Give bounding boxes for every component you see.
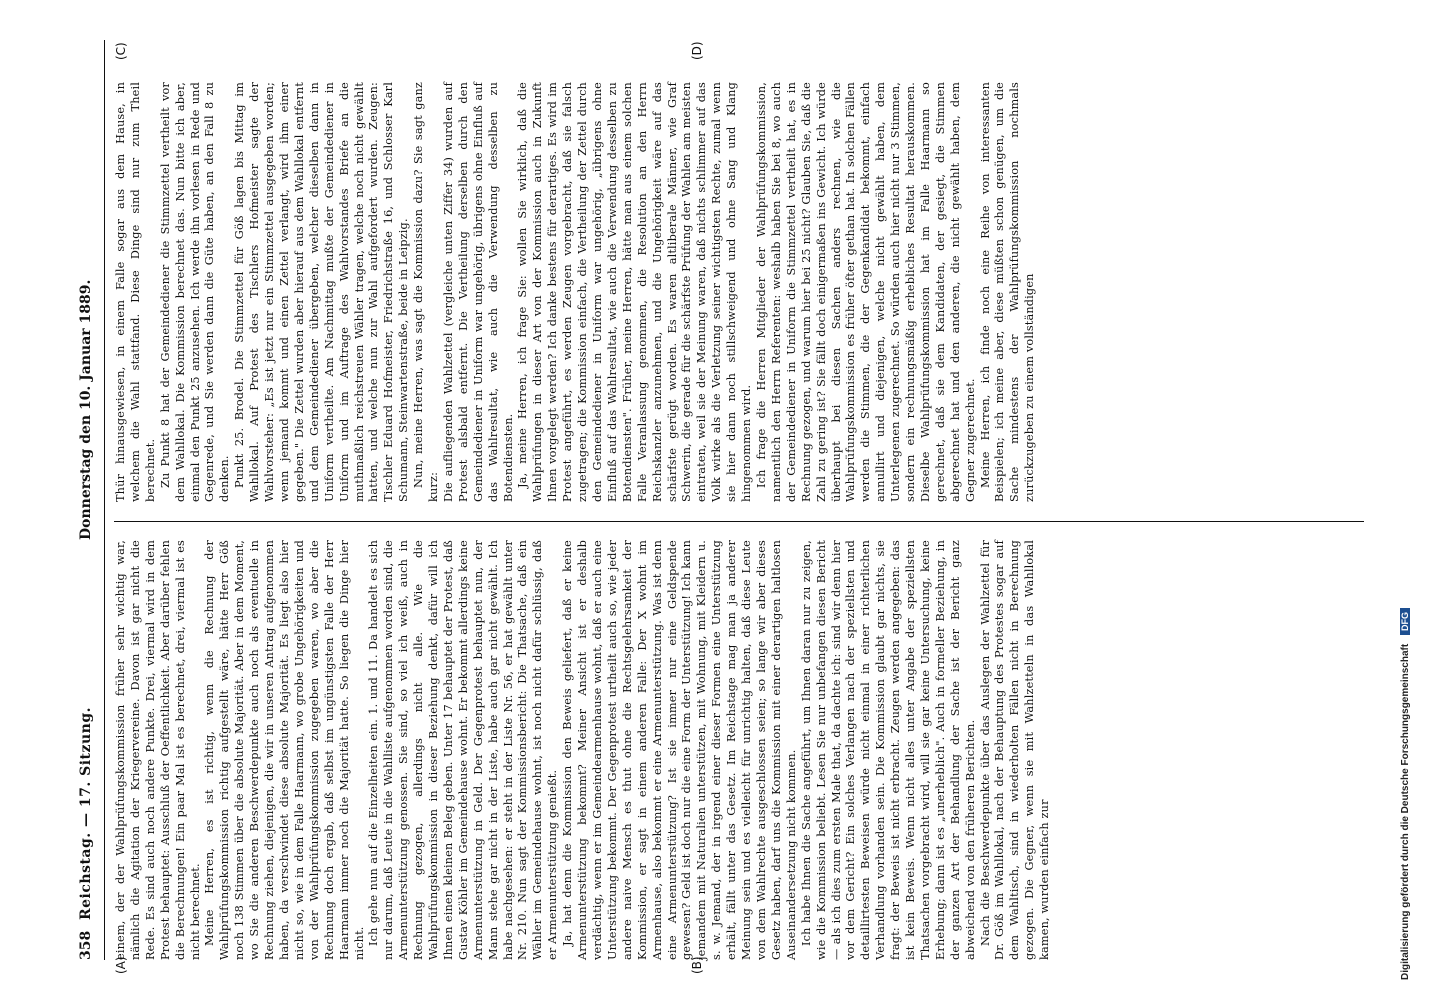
paragraph: Ich frage die Herren Mitglieder der Wahlprüfungskommission, namentlich den Herrn Referenten: weshalb haben Sie bei 8, wo auch der Gemeindediener in Uniform die Stimmzettel vertheilt hat, es in Rechnung gezogen, und warum hier bei 25 nicht? Glauben Sie, daß die Zahl zu gering ist? Sie fällt doch einigermaßen ins Gewicht. Ich würde überhaupt bei diesen Sachen anders rechnen, wie die Wahlprüfungskommission es früher öfter gethan hat. In solchen Fällen werden die Stimmen, die der Gegenkandidat bekommt, einfach annullirt und diejenigen, welche nicht gewählt haben, dem Unterlegenen zugerechnet. So würden auch hier nicht nur 3 Stimmen, sondern ein rechnungsmäßig erhebliches Resultat herauskommen. Dieselbe Wahlprüfungskommission hat im Falle Haarmann so gerechnet, daß sie dem Kandidaten, der gesiegt, die Stimmen abgerechnet hat und den anderen, die nicht gewählt haben, dem Gegner zugerechnet.: [754, 82, 977, 502]
left-column: [114, 540, 1053, 960]
dfg-credit-text: Digitalisierung gefördert durch die Deutsche Forschungsgemeinschaft: [1400, 643, 1411, 980]
paragraph: Punkt 25. Brodel. Die Stimmzettel für Göß lagen bis Mittag im Wahllokal. Auf Protest des Tischlers Hofmeister sagte der Wahlvorsteher: „Es ist jetzt nur ein Stimmzettel ausgegeben worden; wenn jemand kommt und einen Zettel verlangt, wird ihm einer gegeben." Die Zettel wurden aber hierauf aus dem Wahllokal entfernt und dem Gemeindediener übergeben, welcher dieselben dann in Uniform vertheilte. Am Nachmittag mußte der Gemeindediener in Uniform und im Auftrage des Wahlvorstandes Briefe an die muthmaßlich reichstreuen Wähler tragen, welche noch nicht gewählt hatten, und welche nun zur Wahl aufgefordert wurden. Zeugen: Tischler Eduard Hofmeister, Friedrichstraße 16, und Schlosser Karl Schumann, Steinwartenstraße, beide in Leipzig.: [233, 82, 411, 502]
paragraph: Meine Herren, es ist richtig, wenn die Rechnung der Wahlprüfungskommission richtig aufgestellt wäre, hätte Herr Göß noch 138 Stimmen über die absolute Majorität. Aber in dem Moment, wo Sie die anderen Beschwerdepunkte auch noch als eventuelle in Rechnung ziehen, diejenigen, die wir in unseren Antrag aufgenommen haben, da verschwindet diese absolute Majorität. Es liegt also hier nicht so, wie in dem Falle Haarmann, wo grobe Ungehörigkeiten und von der Wahlprüfungskommission zugegeben waren, wo aber die Rechnung doch ergab, daß selbst im ungünstigsten Falle der Herr Haarmann immer noch die Majorität hatte. So liegen die Dinge hier nicht.: [203, 540, 366, 960]
running-header: [70, 40, 105, 960]
paragraph: Nun, meine Herren, was sagt die Kommission dazu? Sie sagt ganz kurz:: [412, 82, 441, 502]
session-title: Reichstag. — 17. Sitzung.: [78, 707, 94, 920]
paragraph: Ja, hat denn die Kommission den Beweis geliefert, daß er keine Armenunterstützung bekommt? Meiner Ansicht ist er deshalb verdächtig, wenn er im Gemeindearmenhause wohnt, daß er auch eine Unterstützung bekommt. Der Gegenprotest urtheilt auch so, wie jeder andere naive Mensch es thut ohne die Rechtsgelehrsamkeit der Kommission, er sagt in einem anderen Falle: Der X wohnt im Armenhause, also bekommt er eine Armenunterstützung. Was ist denn eine Armenunterstützung? Ist sie immer nur eine Geldspende gewesen? Geld ist doch nur die eine Form der Unterstützung! Ich kann jemandem mit Naturalien unterstützen, mit Wohnung, mit Kleidern u. s. w. Jemand, der in irgend einer dieser Formen eine Unterstützung erhält, fällt unter das Gesetz. Im Reichstage mag man ja anderer Meinung sein und es vielleicht für unrichtig halten, daß diese Leute von dem Wahlrechte ausgeschlossen seien; so lange wir aber dieses Gesetz haben, darf uns die Kommission mit einer derartigen haltlosen Auseinandersetzung nicht kommen.: [561, 540, 798, 960]
paragraph: Die aufliegenden Wahlzettel (vergleiche unten Ziffer 34) wurden auf Protest alsbald entfernt. Die Vertheilung derselben durch den Gemeindediener in Uniform war ungehörig, übrigens ohne Einfluß auf das Wahlresultat, wie auch die Verwendung desselben zu Botendiensten.: [441, 82, 515, 502]
paragraph: Ich habe Ihnen die Sache angeführt, um Ihnen daran nur zu zeigen, wie die Kommission beliebt. Lesen Sie nur unbefangen diesen Bericht — als ich dies zum ersten Male that, da dachte ich: sind wir denn hier vor dem Gericht? Ein solches Verlangen nach der speziellsten und detaillirtesten Beweisen würde nicht einmal in einer richterlichen Verhandlung vorhanden sein. Die Kommission glaubt gar nichts, sie fragt: der Beweis ist nicht erbracht. Zeugen werden angegeben: das ist kein Beweis. Wenn nicht alles unter Angabe der speziellsten Thatsachen vorgebracht wird, will sie gar keine Untersuchung, keine Erhebung; dann ist es „unerheblich". Auch in formeller Beziehung, in der ganzen Art der Behandlung der Sache ist der Bericht ganz abweichend von den früheren Berichten.: [799, 540, 977, 960]
paragraph: Meine Herren, ich finde noch eine Reihe von interessanten Beispielen; ich meine aber, diese müßten schon genügen, um die Sache mindestens der Wahlprüfungskommission nochmals zurückzugeben zu einem vollständigen: [978, 82, 1037, 502]
paragraph: Zu Punkt 8 hat der Gemeindediener die Stimmzettel vertheilt vor dem Wahllokal. Die Kommission berechnet das. Nun bitte ich aber, einmal den Punkt 25 anzusehen. Ich werde ihn vorlesen in Rede und Gegenrede, und Sie werden dann die Güte haben, an den Fall 8 zu denken.: [158, 82, 232, 502]
page-number: 358: [78, 930, 94, 960]
margin-mark-a: (A): [114, 956, 128, 974]
column-divider: [114, 521, 1364, 522]
paragraph: Ich gehe nun auf die Einzelheiten ein. 1. und 11. Da handelt es sich nur darum, daß Leute in die Wahlliste aufgenommen worden sind, die Armenunterstützung genossen. Sie sind, so viel ich weiß, auch in Rechnung gezogen, allerdings nicht alle. Wie die Wahlprüfungskommission in dieser Beziehung denkt, dafür will ich Ihnen einen kleinen Beleg geben. Unter 17 behauptet der Protest, daß Gustav Köhler im Gemeindehause wohnt. Er bekommt allerdings keine Armenunterstützung in Geld. Der Gegenprotest behauptet nun, der Mann stehe gar nicht in der Liste, habe auch gar nicht gewählt. Ich habe nachgesehen: er steht in der Liste Nr. 56, er hat gewählt unter Nr. 210. Nun sagt der Kommissionsbericht: Die Thatsache, daß ein Wähler im Gemeindehause wohnt, ist noch nicht dafür schlüssig, daß er Armenunterstützung genießt.: [367, 540, 560, 960]
right-column: [114, 82, 1038, 502]
session-date: Donnerstag den 10. Januar 1889.: [78, 279, 94, 540]
rotated-page-content: [70, 40, 1370, 974]
paragraph: Ja, meine Herren, ich frage Sie: wollen Sie wirklich, daß die Wahlprüfungen in dieser Art von der Kommission auch in Zukunft Ihnen vorgelegt werden? Ich danke bestens für derartiges. Es wird im Protest angeführt, es werden Zeugen vorgebracht, daß sie falsch zugetragen; die Kommission einfach, die Vertheilung der Zettel durch den Gemeindediener in Uniform war ungehörig, „übrigens ohne Einfluß auf das Wahlresultat, wie auch die Verwendung desselben zu Botendiensten". Früher, meine Herren, hätte man aus einem solchen Falle Veranlassung genommen, die Resolution an den Herrn Reichskanzler anzunehmen, und die Ungehörigkeit wäre auf das schärfste gerügt worden. Es waren altliberale Männer, wie Graf Schwerin, die gerade für die schärfste Prüfung der Wahlen am meisten eintraten, weil sie der Meinung waren, daß nichts schlimmer auf das Volk wirke als die Verletzung seiner wichtigsten Rechte, zumal wenn sie hier dann noch stillschweigend und ohne Sang und Klang hingenommen wird.: [516, 82, 754, 502]
paragraph: Nach die Beschwerdepunkte über das Auslegen der Wahlzettel für Dr. Göß im Wahllokal, nach der Behauptung des Protestes sogar auf dem Wahltisch, sind in wiederholten Fällen nicht in Berechnung gezogen. Die Gegner, wenn sie mit Wahlzetteln in das Wahllokal kamen, wurden einfach zur: [978, 540, 1052, 960]
dfg-logo: DFG: [1400, 608, 1410, 635]
dfg-sidebar: [1400, 20, 1430, 980]
paragraph: Thür hinausgewiesen, in einem Falle sogar aus dem Hause, in welchem die Wahl stattfand. Diese Dinge sind nur zum Theil berechnet.: [114, 82, 157, 502]
margin-mark-c: (C): [114, 42, 128, 60]
paragraph: einem, der der Wahlprüfungskommission früher sehr wichtig war, nämlich die Agitation der Kriegervereine. Davon ist gar nicht die Rede. Es sind auch noch andere Punkte. Drei, viermal wird in dem Protest behauptet: Ausschluß der Oeffentlichkeit. Aber darüber fehlen die Berechnungen! Ein paar Mal ist es berechnet, drei, viermal ist es nicht berechnet.: [114, 540, 202, 960]
margin-mark-b: (B): [690, 956, 704, 974]
margin-mark-d: (D): [690, 41, 704, 60]
